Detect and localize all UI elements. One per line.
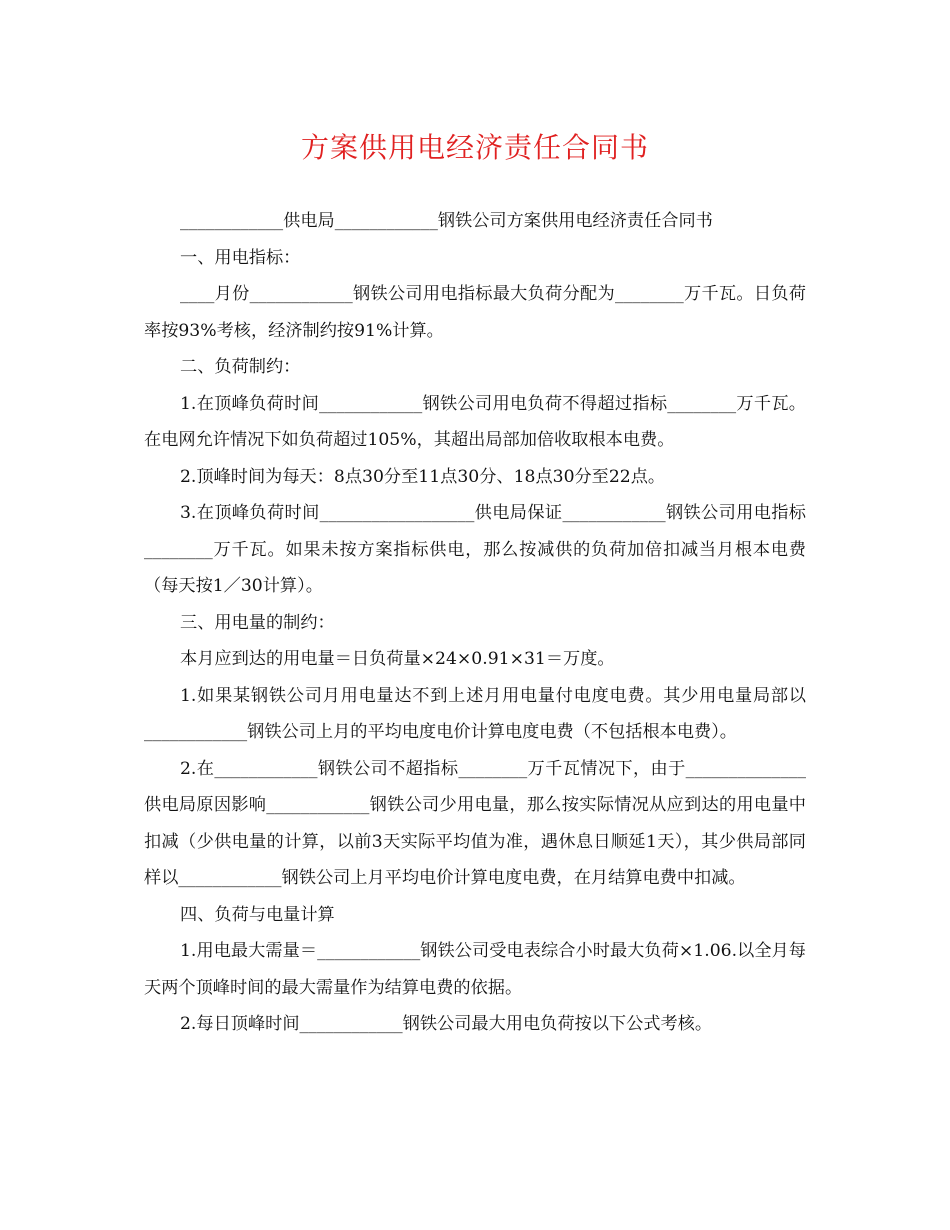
paragraph: 1.如果某钢铁公司月用电量达不到上述月用电量付电度电费。其少用电量局部以____________钢铁公司上月的平均电度电价计算电度电费（不包括根本电费）。 <box>144 685 806 742</box>
section-2-heading: 二、负荷制约： <box>180 357 301 377</box>
paragraph: 1.在顶峰负荷时间____________钢铁公司用电负荷不得超过指标________万千瓦。在电网允许情况下如负荷超过105%，其超出局部加倍收取根本电费。 <box>144 393 806 450</box>
paragraph: 2.在____________钢铁公司不超指标________万千瓦情况下，由于______________供电局原因影响____________钢铁公司少用电量，那么按实际情况从应到达的用电量中扣减（少供电量的计算，以前3天实际平均值为准，遇休息日顺延1天），其少供局部同样以____________钢铁公司上月平均电价计算电度电费，在月结算电费中扣减。 <box>144 758 806 888</box>
section-1-heading: 一、用电指标： <box>180 247 301 268</box>
document-title: 方案供用电经济责任合同书 <box>300 131 649 164</box>
paragraph: ____月份____________钢铁公司用电指标最大负荷分配为________万千瓦。日负荷率按93%考核，经济制约按91%计算。 <box>144 284 806 341</box>
paragraph: 本月应到达的用电量＝日负荷量×24×0.91×31＝万度。 <box>180 649 615 669</box>
paragraph-heading-line: ____________供电局____________钢铁公司方案供用电经济责任合同书 <box>180 211 713 231</box>
paragraph: 2.每日顶峰时间____________钢铁公司最大用电负荷按以下公式考核。 <box>180 1014 713 1034</box>
section-4-heading: 四、负荷与电量计算 <box>180 904 335 925</box>
section-3-heading: 三、用电量的制约： <box>180 612 335 633</box>
paragraph: 3.在顶峰负荷时间__________________供电局保证____________钢铁公司用电指标________万千瓦。如果未按方案指标供电，那么按减供的负荷加倍扣减当月根本电费（每天按1／30计算）。 <box>144 503 806 596</box>
document-body <box>144 203 806 1043</box>
paragraph: 2.顶峰时间为每天：8点30分至11点30分、18点30分至22点。 <box>180 466 666 487</box>
paragraph: 1.用电最大需量＝____________钢铁公司受电表综合小时最大负荷×1.06.以全月每天两个顶峰时间的最大需量作为结算电费的依据。 <box>144 941 806 998</box>
